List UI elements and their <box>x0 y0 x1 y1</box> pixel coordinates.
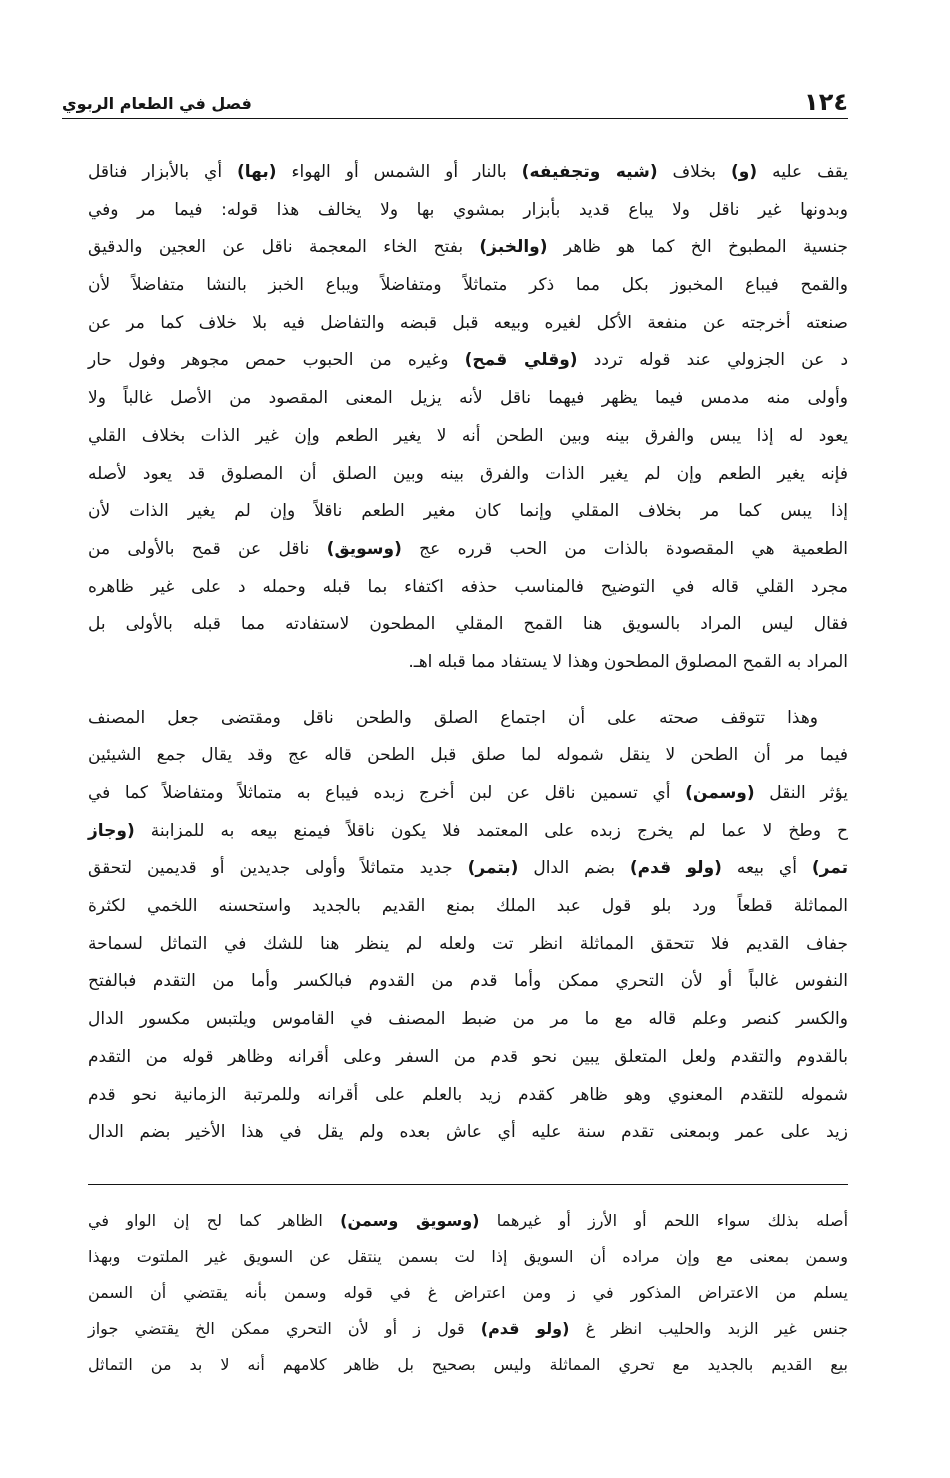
text-line <box>88 963 848 1001</box>
text-run: بالنار أو الشمس أو الهواء <box>276 162 522 182</box>
text-line <box>88 850 848 888</box>
bold-term: (شيه وتجفيفه) <box>521 162 658 182</box>
text-run: د عن الجزولي عند قوله تردد <box>577 350 849 371</box>
text-run: أصله بذلك سواء اللحم أو الأرز أو غيرهما <box>479 1211 849 1230</box>
text-line <box>88 737 848 775</box>
text-line <box>88 342 848 380</box>
text-run: الطعمية هي المقصودة بالذات من الحب قرره عج <box>401 538 849 559</box>
text-run: الظاهر كما لح إن الواو في <box>88 1211 341 1230</box>
bold-term: (بتمر) <box>467 858 519 879</box>
text-run: النفوس غالباً أو لأن التحري ممكن وأما قدم من القدوم فبالكسر وأما من التقدم فبالفتح <box>88 971 848 992</box>
text-line <box>88 380 848 418</box>
text-line <box>88 456 848 494</box>
text-run: فيما مر أن الطحن لا ينقل شموله لما صلق قبل الطحن قاله عج وقد يقال جمع الشيئين <box>88 745 848 766</box>
text-run: جديد متماثلاً وأولى جديدين أو قديمين لتحقق <box>88 858 468 879</box>
text-run: جفاف القديم فلا تتحقق المماثلة انظر تت ولعله لم ينظر هنا للشك في التماثل لسماحة <box>88 933 848 954</box>
text-line <box>88 569 848 607</box>
text-run: وأولى منه مدمس فيما يظهر فيهما ناقل لأنه يزيل المعنى المقصود من الأصل غالباً ولا <box>88 388 848 409</box>
main-text <box>88 154 848 1152</box>
bold-term: (ولو قدم) <box>480 1319 570 1338</box>
text-run: ح وطخ لا عما لم يخرج زبده على المعتمد فلا يكون ناقلاً فيمنع بيعه به للمزابنة <box>134 820 848 841</box>
text-run: يؤثر النقل <box>754 783 848 803</box>
footnote-separator <box>88 1184 848 1185</box>
text-line <box>88 267 848 305</box>
footnotes <box>88 1203 848 1383</box>
footnote-line <box>88 1203 848 1239</box>
bold-term: تمر) <box>811 858 849 879</box>
text-run: يقف عليه <box>757 162 849 182</box>
text-run: المماثلة قطعاً ورد بلو قول عبد الملك بمنع القديم بالجديد واستحسنه اللخمي لكثرة <box>88 896 848 917</box>
text-run: بالقدوم والتقدم ولعل المتعلق يبين نحو قدم من السفر وعلى أقرانه وظاهر قوله من التقدم <box>88 1046 848 1067</box>
text-run: والقمح فيباع المخبوز بكل مما ذكر متماثلاً ومتفاضلاً ويباع الخبز بالنشا متفاضلاً لأن <box>88 275 848 296</box>
bold-term: (و) <box>731 162 758 182</box>
text-line <box>88 229 848 267</box>
bold-term: (والخبز) <box>479 237 548 258</box>
text-line <box>88 775 848 813</box>
text-run: بيع القديم بالجديد مع تحري المماثلة وليس بصحيح بل ظاهر كلامهم أنه لا بد من التماثل <box>88 1355 848 1374</box>
text-run: قول ز أو لأن التحري ممكن الخ يقتضي جواز <box>88 1319 481 1338</box>
text-run: شموله للتقدم المعنوي وهو ظاهر كقدم زيد بالعلم على أقرانه وللمرتبة الزمانية نحو قدم <box>88 1084 848 1105</box>
text-run: أي بيعه <box>721 858 812 879</box>
text-run: جنس غير الزبد والحليب انظر غ <box>569 1319 849 1338</box>
text-run: صنعته أخرجته عن منفعة الأكل لغيره وبيعه قبل قبضه والتفاضل فيه بلا خلاف كما مر عن <box>88 312 848 333</box>
text-run: يسلم من الاعتراض المذكور في ز ومن اعتراض غ في قوله وسمن بأنه يقتضي أن السمن <box>88 1283 848 1302</box>
text-run: أي بالأبزار فناقل <box>88 162 238 182</box>
bold-term: (وقلي قمح) <box>464 350 578 371</box>
bold-term: (وسويق وسمن) <box>340 1211 480 1230</box>
page-number: ١٢٤ <box>804 88 848 116</box>
text-run: وسمن بمعنى مع وإن مراده أن السويق إذا لت بسمن ينتقل عن السويق غير الملتوت وبهذا <box>88 1247 848 1266</box>
bold-term: (وسمن) <box>685 783 755 803</box>
bold-term: (وجاز <box>88 820 135 841</box>
text-run: والكسر كنصر وعلم قاله مع ما مر من ضبط المصنف في القاموس ويلتبس مكسور الدال <box>88 1009 848 1030</box>
text-line <box>88 813 848 851</box>
text-run: وغيره من الحبوب حمص مجوهر وفول حار <box>88 350 465 371</box>
bold-term: (ولو قدم) <box>629 858 722 879</box>
footnote-line <box>88 1347 848 1383</box>
text-line <box>88 1001 848 1039</box>
text-line <box>88 493 848 531</box>
text-run: إذا يبس كما مر بخلاف المقلي وإنما كان مغير الطعم ناقلاً وإن لم يغير الذات لأن <box>88 501 848 522</box>
running-title: فصل في الطعام الربوي <box>62 94 252 113</box>
text-line <box>88 154 848 192</box>
bold-term: (وسويق) <box>326 538 402 559</box>
text-line <box>88 305 848 343</box>
running-header <box>62 84 848 119</box>
text-line <box>88 606 848 644</box>
text-run: زيد على عمر وبمعنى تقدم سنة عليه أي عاش بعده ولم يقل في هذا الأخير بضم الدال <box>88 1122 848 1143</box>
text-line <box>88 644 848 682</box>
text-run: جنسية المطبوخ الخ كما هو ظاهر <box>547 237 848 258</box>
text-line <box>88 418 848 456</box>
text-run: ناقل عن قمح بالأولى من <box>88 538 327 559</box>
text-run: بفتح الخاء المعجمة ناقل عن العجين والدقيق <box>88 237 480 258</box>
text-run: بخلاف <box>657 162 732 182</box>
footnote-line <box>88 1239 848 1275</box>
bold-term: (بها) <box>237 162 277 182</box>
text-line <box>88 1077 848 1115</box>
text-line <box>88 700 848 738</box>
text-line <box>88 192 848 230</box>
text-line <box>88 926 848 964</box>
text-run: أي تسمين ناقل عن لبن أخرج زبده فيباع به متماثلاً ومتفاضلاً كما في <box>88 783 686 803</box>
text-run: فقال ليس المراد بالسويق هنا القمح المقلي المطحون لاستفادته مما قبله بالأولى بل <box>88 614 848 635</box>
text-line <box>88 888 848 926</box>
text-line <box>88 531 848 569</box>
text-run: وبدونها غير ناقل ولا يباع قديد بأبزار بمشوي بها ولا يخالف هذا قوله: فيما مر وفي <box>88 199 848 220</box>
text-run: يعود له إذا يبس والفرق بينه وبين الطحن أنه لا يغير الطعم وإن غير الذات بخلاف القلي <box>88 425 848 446</box>
text-line <box>88 1114 848 1152</box>
footnote-line <box>88 1275 848 1311</box>
text-run: بضم الدال <box>518 858 630 879</box>
text-run: فإنه يغير الطعم وإن لم يغير الذات والفرق بينه وبين الصلق أن المصلوق قد يعود لأصله <box>88 463 848 484</box>
text-run: وهذا تتوقف صحته على أن اجتماع الصلق والطحن ناقل ومقتضى جعل المصنف <box>88 707 818 728</box>
paragraph <box>88 154 848 682</box>
text-run: مجرد القلي قاله في التوضيح فالمناسب حذفه اكتفاء بما قبله وحمله د على غير ظاهره <box>88 576 848 597</box>
text-line <box>88 1039 848 1077</box>
text-run: المراد به القمح المصلوق المطحون وهذا لا يستفاد مما قبله اهـ. <box>408 651 848 672</box>
paragraph <box>88 700 848 1152</box>
footnote-line <box>88 1311 848 1347</box>
